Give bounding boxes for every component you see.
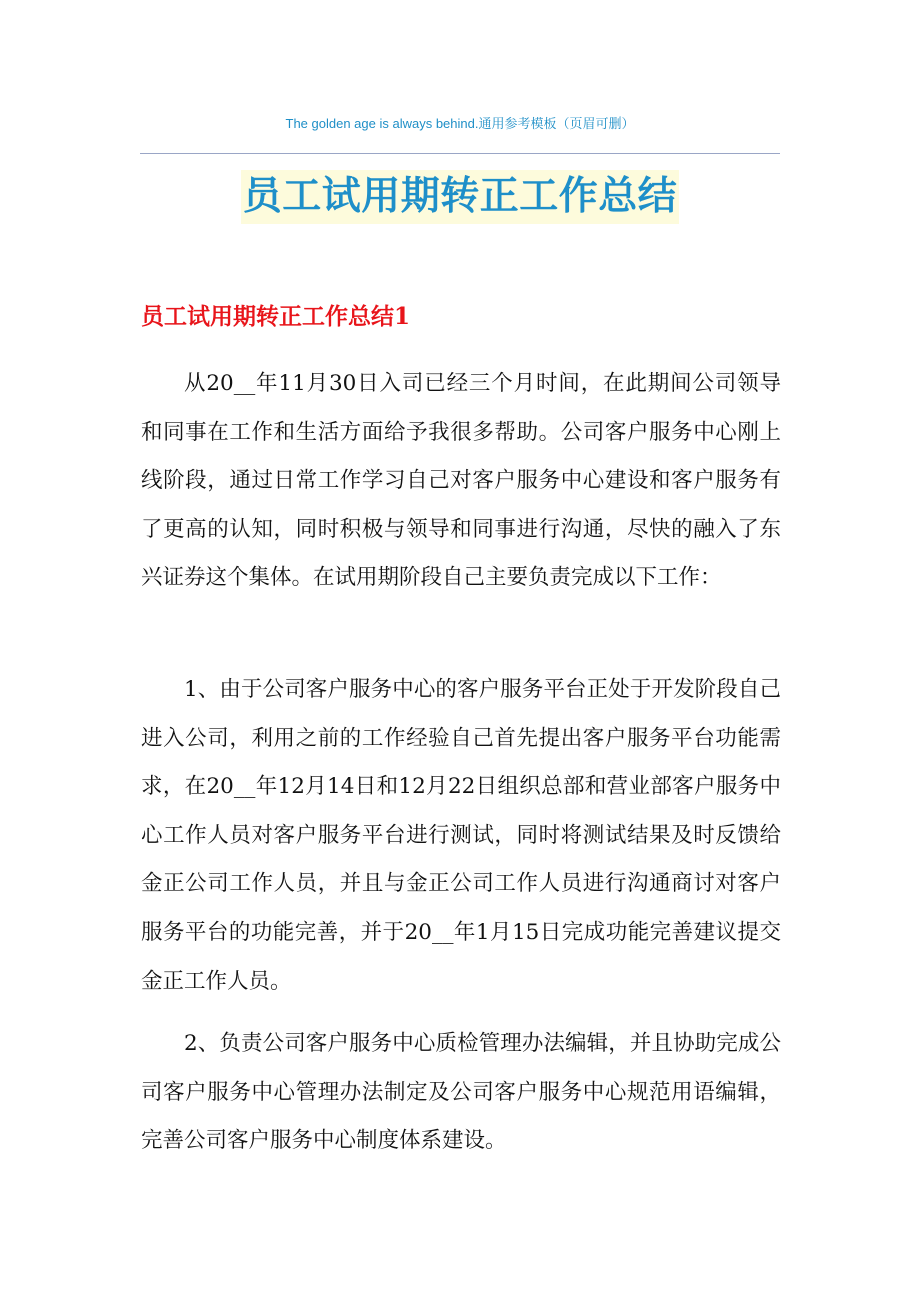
page-header: The golden age is always behind.通用参考模板（页眉可删） (285, 116, 635, 131)
paragraph-item-2: 2、负责公司客户服务中心质检管理办法编辑，并且协助完成公司客户服务中心管理办法制定及公司客户服务中心规范用语编辑，完善公司客户服务中心制度体系建设。 (141, 1031, 781, 1154)
paragraph-item-1: 1、由于公司客户服务中心的客户服务平台正处于开发阶段自己进入公司，利用之前的工作经验自己首先提出客户服务平台功能需求，在20__年12月14日和12月22日组织总部和营业部客户服务中心工作人员对客户服务平台进行测试，同时将测试结果及时反馈给金正公司工作人员，并且与金正公司工作人员进行沟通商讨对客户服务平台的功能完善，并于20__年1月15日完成功能完善建议提交金正工作人员。 (141, 677, 781, 994)
header-divider (140, 153, 780, 154)
paragraph-intro: 从20__年11月30日入司已经三个月时间，在此期间公司领导和同事在工作和生活方面给予我很多帮助。公司客户服务中心刚上线阶段，通过日常工作学习自己对客户服务中心建设和客户服务有了更高的认知，同时积极与领导和同事进行沟通，尽快的融入了东兴证券这个集体。在试用期阶段自己主要负责完成以下工作： (141, 371, 781, 591)
document-title: 员工试用期转正工作总结 (241, 170, 680, 224)
title-container (140, 170, 780, 224)
section-title: 员工试用期转正工作总结1 (141, 303, 411, 330)
